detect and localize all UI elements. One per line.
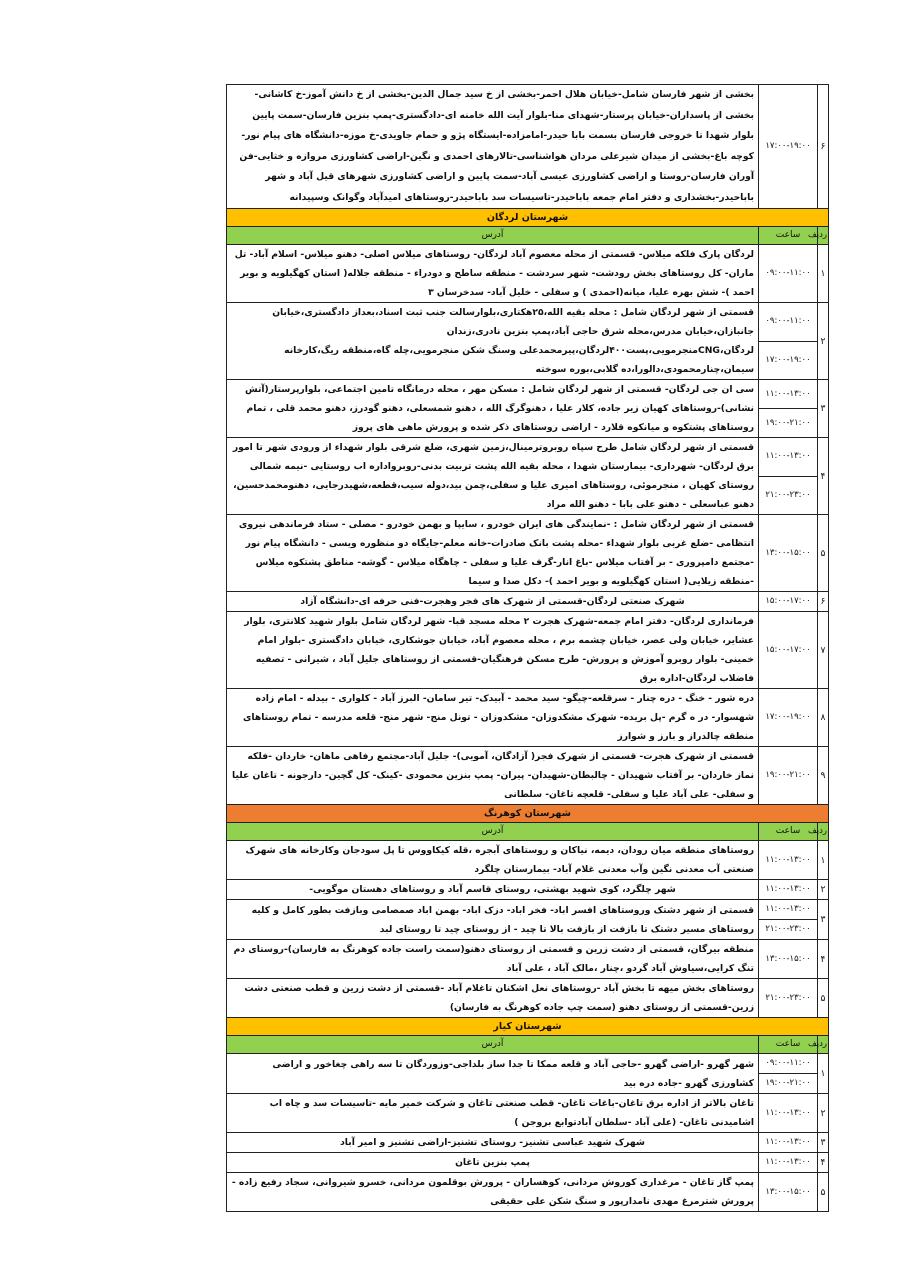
row-number: ۴ bbox=[818, 438, 829, 515]
address-cell: شهر گهرو -اراضی گهرو -حاجی آباد و قلعه ممکا تا جدا ساز بلداجی-وزوردگان تا سه راهی چغاخور و اراضی کشاورزی گهرو -جاده دره بید bbox=[227, 1054, 759, 1094]
time-cell bbox=[759, 1054, 818, 1094]
address-cell: پمپ بنزین تاغان bbox=[227, 1153, 759, 1173]
time-cell: ۱۷:۰۰-۱۹:۰۰ bbox=[759, 689, 818, 747]
time-cell: ۱۵:۰۰-۱۷:۰۰ bbox=[759, 612, 818, 689]
time-cell: ۱۱:۰۰-۱۳:۰۰ bbox=[759, 1153, 818, 1173]
outage-schedule-document bbox=[226, 84, 829, 1212]
column-header-row-number: ردیف bbox=[818, 823, 829, 841]
time-cell bbox=[759, 900, 818, 940]
time-cell: ۱۱:۰۰-۱۳:۰۰ bbox=[759, 1133, 818, 1153]
schedule-table bbox=[226, 84, 829, 1212]
table-row bbox=[227, 1054, 829, 1094]
time-slot: ۱۹:۰۰-۲۱:۰۰ bbox=[759, 408, 817, 437]
table-row bbox=[227, 1153, 829, 1173]
address-cell: قسمتی از شهرک هجرت- قسمتی از شهرک فجر( آزادگان، آمویی)- جلیل آباد-مجتمع رفاهی ماهان- خاردان -فلکه نماز خاردان- بر آفتاب شهیدان - چالبطان-شهیدان- پیران- پمپ بنزین محمودی -کینک- کل گچین- دارجونه - تاغان علیا و سفلی- علی آباد علیا و سفلی- قلعچه تاغان- سلطانی bbox=[227, 747, 759, 805]
row-number: ۲ bbox=[818, 1094, 829, 1133]
address-cell: دره شور - خنگ - دره چنار - سرقلعه-چیگو- سید محمد - آبیدک- تیر سامان- البرز آباد - کلواری - بیدله - امام زاده شهسوار- در ه گرم -پل بریده- شهرک مشکدوزان- مشکدوزان - تونل منج- شهر منج- قلعه مدرسه - تمام روستاهای منطقه چالدراز و بارز و شوارز bbox=[227, 689, 759, 747]
column-header-row-number: ردیف bbox=[818, 1036, 829, 1054]
column-header-time: ساعت bbox=[759, 823, 818, 841]
address-cell: قسمتی از شهر لردگان شامل : -نمایندگی های ایران خودرو ، سایپا و بهمن خودرو - مصلی - ستاد فرماندهی نیروی انتظامی -ضلع غربی بلوار شهداء -محله پشت بانک صادرات-خانه معلم-جایگاه دو منظوره ویسی - دانشگاه پیام نور -مجتمع دامپروری - بر آفتاب میلاس -باغ انار-گرف علیا و سفلی - چاهگاه میلاس - گوشه- مناطق پشتکوه میلاس -منطقه زیلایی( استان کهگیلویه و بویر احمد )- دکل صدا و سیما bbox=[227, 515, 759, 592]
time-cell: ۱۳:۰۰-۱۵:۰۰ bbox=[759, 515, 818, 592]
column-header-time: ساعت bbox=[759, 1036, 818, 1054]
county-title: شهرستان کیار bbox=[227, 1018, 829, 1036]
table-row bbox=[227, 979, 829, 1018]
address-cell: شهر چلگرد، کوی شهید بهشتی، روستای قاسم آباد و روستاهای دهستان موگویی- bbox=[227, 880, 759, 900]
table-row bbox=[227, 515, 829, 592]
time-cell: ۱۳:۰۰-۱۵:۰۰ bbox=[759, 940, 818, 979]
row-number: ۱ bbox=[818, 245, 829, 303]
column-header-address: آدرس bbox=[227, 1036, 759, 1054]
address-cell: منطقه بیرگان، قسمتی از دشت زرین و قسمتی از روستای دهنو(سمت راست جاده کوهرنگ به فارسان)-روستای دم تنگ کرایی،سیاوش آباد گردو ،چنار ،مالک آباد ، علی آباد bbox=[227, 940, 759, 979]
address-cell: شهرک صنعتی لردگان-قسمتی از شهرک های فجر وهجرت-فنی حرفه ای-دانشگاه آزاد bbox=[227, 592, 759, 612]
address-cell: سی ان جی لردگان- قسمتی از شهر لردگان شامل : مسکن مهر ، محله درمانگاه تامین اجتماعی، بلوارپرستار(آتش نشانی)-روستاهای کهیان زیر جاده، کلار علیا ، دهنوگرگ الله ، دهنو شمسعلی، دهنو گودرز، دهنو محمد قلی ، تمام روستاهای پشتکوه و میانکوه قلارد - اراضی روستاهای ذکر شده و پرورش ماهی های پروز bbox=[227, 380, 759, 438]
time-slot: ۰۹:۰۰-۱۱:۰۰ bbox=[765, 1058, 811, 1068]
address-cell: پمپ گاز تاغان - مرغداری کوروش مردانی، کوهساران - پرورش بوقلمون مردانی، خسرو شیروانی، سجاد رفیع زاده - پرورش شترمرغ مهدی نامدارپور و سنگ شکن علی حقیقی bbox=[227, 1173, 759, 1212]
column-header-address: آدرس bbox=[227, 227, 759, 245]
row-number: ۵ bbox=[818, 979, 829, 1018]
row-number: ۳ bbox=[818, 900, 829, 940]
address-cell: قسمتی از شهر لردگان شامل : محله بقیه الله،۲۵هکتاری،بلوارسالت جنب ثبت اسناد،بعداز دادگستری،خیابان جانبازان،خیابان مدرس،محله شرق حاجی آباد،پمپ بنزین نادری،زندان لردگان،CNGمنجرمویی،پست۴۰۰لردگان،پیرمحمدعلی وسنگ شکن منجرمویی،چله گاه،منطقه ریگ،کارخانه سیمان،چنارمحمودی،دالورا،ده گلابی،بوره سوخته bbox=[227, 303, 759, 380]
time-cell: ۱۳:۰۰-۱۵:۰۰ bbox=[759, 1173, 818, 1212]
time-cell: ۰۹:۰۰-۱۱:۰۰ bbox=[759, 245, 818, 303]
row-number: ۱ bbox=[818, 841, 829, 880]
row-number: ۸ bbox=[818, 689, 829, 747]
table-row bbox=[227, 85, 829, 209]
time-cell: ۱۵:۰۰-۱۷:۰۰ bbox=[759, 592, 818, 612]
table-row bbox=[227, 1094, 829, 1133]
address-cell: قسمتی از شهر دشتک وروستاهای افسر اباد- فخر اباد- دزک اباد- بهمن اباد صمصامی وبازفت بطور کامل و کلیه روستاهای مسیر دشتک تا بازفت از بازفت بالا تا چید - از روستای چید تا روستای لبد bbox=[227, 900, 759, 940]
column-header-row-number: ردیف bbox=[818, 227, 829, 245]
time-slot: ۱۹:۰۰-۲۱:۰۰ bbox=[759, 1073, 817, 1093]
address-cell: شهرک شهید عباسی تشنیز- روستای تشنیز-اراضی تشنیز و امیر آباد bbox=[227, 1133, 759, 1153]
row-number: ۳ bbox=[818, 1133, 829, 1153]
table-row bbox=[227, 1133, 829, 1153]
row-number: ۱ bbox=[818, 1054, 829, 1094]
county-title: شهرستان لردگان bbox=[227, 209, 829, 227]
row-number: ۴ bbox=[818, 940, 829, 979]
time-slot: ۱۷:۰۰-۱۹:۰۰ bbox=[759, 341, 817, 380]
address-cell: لردگان پارک فلکه میلاس- قسمتی از محله معصوم آباد لردگان- روستاهای میلاس اصلی- دهنو میلاس- اسلام آباد- تل ماران- کل روستاهای بخش رودشت- شهر سردشت - منطقه ساطح و دودراء - منطقه جلاله( استان کهگیلویه و بویر احمد )- شش بهره علیا، میانه(احمدی ) و سفلی - خلیل آباد- سدخرسان ۳ bbox=[227, 245, 759, 303]
table-row bbox=[227, 747, 829, 805]
time-slot: ۲۱:۰۰-۲۳:۰۰ bbox=[759, 476, 817, 515]
table-row bbox=[227, 245, 829, 303]
row-number: ۶ bbox=[818, 85, 829, 209]
table-row bbox=[227, 689, 829, 747]
time-cell bbox=[759, 438, 818, 515]
address-cell: روستاهای بخش میهه تا بخش آباد -روستاهای نعل اشکنان تاغلام آباد -قسمتی از دشت زرین و قطب صنعتی دشت زرین-قسمتی از روستای دهنو (سمت چپ جاده کوهرنگ به فارسان) bbox=[227, 979, 759, 1018]
county-header bbox=[227, 209, 829, 227]
row-number: ۲ bbox=[818, 303, 829, 380]
row-number: ۵ bbox=[818, 515, 829, 592]
time-cell bbox=[759, 380, 818, 438]
table-row bbox=[227, 380, 829, 438]
table-row bbox=[227, 438, 829, 515]
table-row bbox=[227, 841, 829, 880]
table-row bbox=[227, 303, 829, 380]
table-row bbox=[227, 940, 829, 979]
column-header-row bbox=[227, 1036, 829, 1054]
table-row bbox=[227, 900, 829, 940]
time-cell: ۱۱:۰۰-۱۳:۰۰ bbox=[759, 1094, 818, 1133]
row-number: ۷ bbox=[818, 612, 829, 689]
time-slot: ۲۱:۰۰-۲۳:۰۰ bbox=[759, 919, 817, 939]
time-slot: ۱۱:۰۰-۱۳:۰۰ bbox=[765, 389, 811, 399]
address-cell: بخشی از شهر فارسان شامل-خیابان هلال احمر-بخشی از خ سید جمال الدین-بخشی از خ دانش آموز-خ کاشانی-بخشی از پاسداران-خیابان پرستار-شهدای منا-بلوار آیت الله خامنه ای-دادگستری-پمپ بنزین فارسان-سمت پایین بلوار شهدا تا خروجی فارسان بسمت بابا حیدر-امامزاده-ایستگاه پژو و حمام جاویدی-خ موزه-دانشگاه های پیام نور-کوچه باغ-بخشی از میدان شیرعلی مردان هواشناسی-تالارهای احمدی و نگین-اراضی کشاورزی مروازه و ختایی-فن آوران فارسان-روستا و اراضی کشاورزی عیسی آباد-سمت پایین و اراضی کشاورزی شهرهای قیل آباد و شهر باباحیدر-بخشداری و دفتر امام جمعه باباحیدر-تاسیسات سد باباحیدر-روستاهای امیدآباد وگوانک وسپیدانه bbox=[227, 85, 759, 209]
row-number: ۹ bbox=[818, 747, 829, 805]
row-number: ۴ bbox=[818, 1153, 829, 1173]
row-number: ۶ bbox=[818, 592, 829, 612]
time-cell: ۲۱:۰۰-۲۳:۰۰ bbox=[759, 979, 818, 1018]
row-number: ۲ bbox=[818, 880, 829, 900]
time-slot: ۱۱:۰۰-۱۳:۰۰ bbox=[765, 451, 811, 461]
address-cell: روستاهای منطقه میان رودان، دیمه، نیاکان و روستاهای آبجره ،قله کیکاووس تا پل سودجان وکارخانه های شهرک صنعتی آب معدنی نگین وآب معدنی غلام آباد- بیمارستان چلگرد bbox=[227, 841, 759, 880]
table-row bbox=[227, 880, 829, 900]
county-header bbox=[227, 805, 829, 823]
time-cell: ۱۱:۰۰-۱۳:۰۰ bbox=[759, 880, 818, 900]
address-cell: قسمتی از شهر لردگان شامل طرح سپاه روبروترمینال،زمین شهری، ضلع شرقی بلوار شهداء از ورودی شهر تا امور برق لردگان- شهرداری- بیمارستان شهدا ، محله بقیه الله پشت تربیت بدنی-روبرواداره اب روستایی -نیمه شمالی روستای کهیان ، منجرموئی، روستاهای امیری علیا و سفلی،چمن بید،دوله سیب،قطعه،شهیدرجایی، دهنومحمدحسین، دهنو عباسعلی - دهنو علی بابا - دهنو الله مراد bbox=[227, 438, 759, 515]
address-cell: فرمانداری لردگان- دفتر امام جمعه-شهرک هجرت ۲ محله مسجد قبا- شهر لردگان شامل بلوار شهید کلانتری، بلوار عشایر، خیابان ولی عصر، خیابان چشمه برم ، محله معصوم آباد، خیابان جوشکاری، خیابان دادگستری -بلوار امام خمینی- بلوار روبرو آموزش و پرورش- طرح مسکن فرهنگیان-قسمتی از روستاهای جلیل آباد ، شیرانی - تصفیه فاضلاب لردگان-اداره برق bbox=[227, 612, 759, 689]
time-cell: ۱۱:۰۰-۱۳:۰۰ bbox=[759, 841, 818, 880]
table-row bbox=[227, 612, 829, 689]
column-header-row bbox=[227, 227, 829, 245]
column-header-row bbox=[227, 823, 829, 841]
column-header-time: ساعت bbox=[759, 227, 818, 245]
table-row bbox=[227, 1173, 829, 1212]
time-slot: ۰۹:۰۰-۱۱:۰۰ bbox=[765, 316, 811, 326]
column-header-address: آدرس bbox=[227, 823, 759, 841]
time-cell: ۱۹:۰۰-۲۱:۰۰ bbox=[759, 747, 818, 805]
row-number: ۳ bbox=[818, 380, 829, 438]
time-cell bbox=[759, 303, 818, 380]
row-number: ۵ bbox=[818, 1173, 829, 1212]
table-row bbox=[227, 592, 829, 612]
time-cell: ۱۷:۰۰-۱۹:۰۰ bbox=[759, 85, 818, 209]
county-header bbox=[227, 1018, 829, 1036]
time-slot: ۱۱:۰۰-۱۳:۰۰ bbox=[765, 904, 811, 914]
county-title: شهرستان کوهرنگ bbox=[227, 805, 829, 823]
address-cell: تاغان بالاتر از اداره برق تاغان-باغات تاغان- قطب صنعتی تاغان و شرکت خمیر مایه -تاسیسات سد و چاه اب اشامیدنی تاغان- (علی آباد -سلطان آبادتوابع بروجن ) bbox=[227, 1094, 759, 1133]
